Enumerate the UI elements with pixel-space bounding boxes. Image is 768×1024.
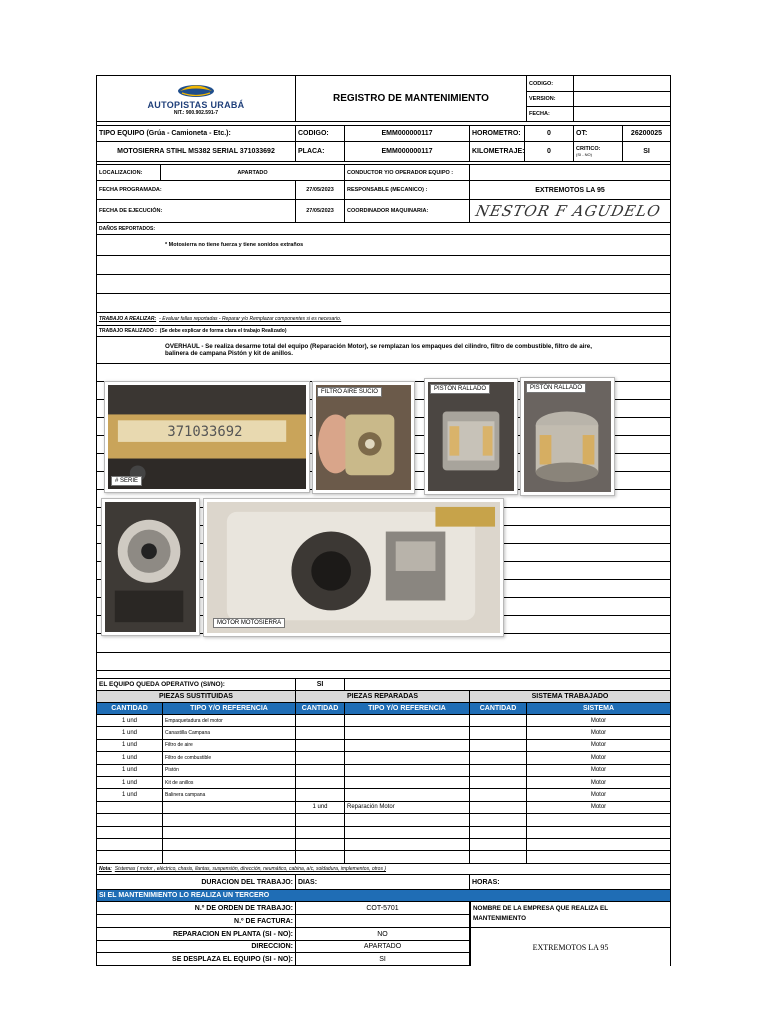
table-cell-q3 <box>470 827 527 838</box>
duracion-row <box>97 875 670 890</box>
direccion-label: DIRECCION: <box>97 941 296 952</box>
tercero-banner-row <box>97 890 670 902</box>
critico-hint: (SI - NO) <box>576 152 592 157</box>
tipo-equipo-row <box>97 126 670 142</box>
table-cell-r1 <box>163 814 296 825</box>
table-cell-q3 <box>470 752 527 763</box>
company-name: AUTOPISTAS URABÁ <box>147 99 245 110</box>
table-cell-s <box>527 839 670 850</box>
desplaza-label: SE DESPLAZA EL EQUIPO (SI - NO): <box>97 953 296 966</box>
table-row <box>97 715 670 727</box>
caption-filtro: FILTRO AIRE SUCIO <box>317 387 382 397</box>
trabajo-realizar-label: TRABAJO A REALIZAR: <box>99 316 157 322</box>
nota-label: Nota: <box>99 866 112 872</box>
factura-label: N.º DE FACTURA: <box>97 915 296 927</box>
section-piezas-reparadas: PIEZAS REPARADAS <box>296 691 470 702</box>
empresa-value: EXTREMOTOS LA 95 <box>532 942 609 952</box>
table-cell-r1: Pistón <box>163 765 296 776</box>
table-cell-r1 <box>163 827 296 838</box>
planta-value: NO <box>296 928 470 940</box>
localizacion-label: LOCALIZACION: <box>97 165 161 180</box>
table-cell-r2 <box>345 777 470 788</box>
table-cell-s: Motor <box>590 717 607 724</box>
fecha-ejecucion-value: 27/05/2023 <box>296 200 345 222</box>
table-cell-r1: Empaquetadura del motor <box>163 715 296 726</box>
table-cell-q2 <box>296 827 345 838</box>
trabajo-realizado-line2: balinera de campana Pistón y kit de anillos. <box>165 350 293 357</box>
table-cell-q2 <box>296 789 345 800</box>
table-row <box>97 839 670 851</box>
photo-piston-2 <box>520 377 615 496</box>
table-cell-q1: 1 und <box>97 727 163 738</box>
operativo-blank <box>345 679 670 690</box>
trabajo-realizado-label: TRABAJO REALIZADO : <box>99 328 157 334</box>
table-cell-q3 <box>470 727 527 738</box>
tabla-header-row <box>97 703 670 715</box>
table-cell-q1 <box>97 851 163 862</box>
codigo-label: CODIGO: <box>296 126 345 141</box>
table-cell-s: Motor <box>590 754 607 761</box>
photo-filtro <box>312 381 415 494</box>
table-cell-q2 <box>296 765 345 776</box>
table-cell-q2 <box>296 777 345 788</box>
table-cell-r1: Filtro de aire <box>163 740 296 751</box>
table-cell-q2 <box>296 814 345 825</box>
table-cell-q1 <box>97 827 163 838</box>
company-logo-icon <box>174 82 218 100</box>
blank-row <box>97 294 670 313</box>
table-cell-q3 <box>470 839 527 850</box>
ot-value: 26200025 <box>630 130 663 137</box>
table-row <box>97 765 670 777</box>
planta-label: REPARACION EN PLANTA (SI - NO): <box>97 928 296 940</box>
table-cell-q1 <box>97 814 163 825</box>
trabajo-realizar-text: - Evaluar fallas reportadas - Reparar y/o Remplazar componentes si es necesario. <box>159 316 342 322</box>
trabajo-realizado-label-row <box>97 326 670 337</box>
nota-cell <box>97 864 670 874</box>
tabla-section-row <box>97 691 670 703</box>
operativo-label: EL EQUIPO QUEDA OPERATIVO (SI/NO): <box>97 679 296 690</box>
table-cell-q2 <box>296 715 345 726</box>
table-row <box>97 752 670 764</box>
desplaza-value: SI <box>296 953 470 966</box>
col-sistema: SISTEMA <box>582 705 615 712</box>
orden-value: COT-5701 <box>296 902 470 914</box>
table-cell-q2 <box>296 851 345 862</box>
fecha-ejecucion-row <box>97 200 670 223</box>
meta-fecha-value <box>574 106 670 121</box>
critico-label-cell <box>574 142 623 161</box>
serial-number-text: 371033692 <box>167 424 243 441</box>
motor-image <box>207 502 500 633</box>
table-cell-q2 <box>296 839 345 850</box>
table-cell-r2 <box>345 789 470 800</box>
blank-row <box>97 256 670 275</box>
table-cell-r1: Kit de anillos <box>163 777 296 788</box>
table-row <box>97 777 670 789</box>
table-cell-r2 <box>345 827 470 838</box>
critico-label: CRITICO: <box>576 146 601 152</box>
form-title-cell <box>296 76 527 121</box>
table-cell-r1 <box>163 802 296 813</box>
logo-cell <box>97 76 296 121</box>
table-cell-q2: 1 und <box>296 802 345 813</box>
table-cell-q1: 1 und <box>97 740 163 751</box>
meta-codigo-label: CODIGO: <box>527 76 574 91</box>
coordinador-signature-cell <box>470 200 670 222</box>
table-cell-r1 <box>163 839 296 850</box>
table-cell-r1: Balinera campana <box>163 789 296 800</box>
table-cell-q1: 1 und <box>97 777 163 788</box>
table-cell-r2 <box>345 727 470 738</box>
meta-codigo-value <box>574 76 670 91</box>
table-cell-r2 <box>345 715 470 726</box>
table-cell-r1 <box>163 851 296 862</box>
table-cell-r1: Canastilla Campana <box>163 727 296 738</box>
equipo-descripcion: MOTOSIERRA STIHL MS382 SERIAL 371033692 <box>97 142 296 161</box>
header-row <box>97 76 670 122</box>
responsable-value: EXTREMOTOS LA 95 <box>535 186 605 194</box>
photo-motor <box>203 498 504 637</box>
conductor-value <box>470 165 670 180</box>
table-cell-q2 <box>296 740 345 751</box>
empresa-label-line2: MANTENIMIENTO <box>473 915 527 922</box>
blank-row <box>97 671 670 679</box>
table-cell-q1 <box>97 802 163 813</box>
table-cell-s: Motor <box>590 742 607 749</box>
col-cantidad-2: CANTIDAD <box>296 703 345 714</box>
horometro-label: HOROMETRO: <box>470 126 525 141</box>
table-cell-r2 <box>345 851 470 862</box>
col-cantidad-3: CANTIDAD <box>470 703 527 714</box>
table-cell-r1: Filtro de combustible <box>163 752 296 763</box>
table-cell-s: Motor <box>590 779 607 786</box>
trabajo-realizar-cell <box>97 313 670 325</box>
factura-value <box>296 915 470 927</box>
responsable-label: RESPONSABLE (MECANICO) : <box>345 181 470 199</box>
table-row <box>97 851 670 863</box>
photo-serial <box>104 381 310 493</box>
fecha-programada-row <box>97 181 670 200</box>
table-cell-q1 <box>97 839 163 850</box>
orden-label: N.º DE ORDEN DE TRABAJO: <box>97 902 296 914</box>
caption-motor: MOTOR MOTOSIERRA <box>213 618 285 628</box>
fecha-programada-value: 27/05/2023 <box>296 181 345 199</box>
trabajo-realizado-text <box>163 337 668 363</box>
operativo-value: SI <box>296 679 345 690</box>
blank-row <box>97 275 670 294</box>
caption-piston-1: PISTÓN RALLADO <box>430 384 490 394</box>
table-cell-q2 <box>296 727 345 738</box>
header-meta <box>527 76 670 121</box>
meta-fecha-label: FECHA: <box>527 106 574 121</box>
table-cell-s: Motor <box>590 792 607 799</box>
table-cell-q3 <box>470 777 527 788</box>
trabajo-realizado-hint: (Se debe explicar de forma clara el trabajo Realizado) <box>159 328 287 334</box>
trabajo-realizado-text-row <box>97 337 670 364</box>
table-cell-s: Motor <box>590 730 607 737</box>
danos-text-row <box>97 235 670 256</box>
codigo-value: EMM000000117 <box>345 126 470 141</box>
coordinador-label: COORDINADOR MAQUINARIA: <box>345 200 470 222</box>
fecha-ejecucion-label: FECHA DE EJECUCIÓN: <box>97 200 296 222</box>
table-cell-s <box>527 827 670 838</box>
kilometraje-value: 0 <box>525 142 574 161</box>
table-cell-q3 <box>470 802 527 813</box>
conductor-label: CONDUCTOR Y/O OPERADOR EQUIPO : <box>345 165 470 180</box>
operativo-row <box>97 679 670 691</box>
placa-label: PLACA: <box>296 142 345 161</box>
empresa-label <box>471 902 670 928</box>
placa-value: EMM000000117 <box>345 142 470 161</box>
photo-flywheel <box>101 498 200 636</box>
table-cell-q1: 1 und <box>97 715 163 726</box>
section-sistema-trabajado: SISTEMA TRABAJADO <box>531 693 609 700</box>
empresa-label-line1: NOMBRE DE LA EMPRESA QUE REALIZA EL <box>473 905 609 912</box>
danos-label-row <box>97 223 670 235</box>
critico-value: SI <box>643 148 650 155</box>
table-cell-r2 <box>345 814 470 825</box>
table-cell-q1: 1 und <box>97 752 163 763</box>
ot-label: OT: <box>574 126 623 141</box>
table-cell-s: Motor <box>590 767 607 774</box>
meta-version-value <box>574 91 670 106</box>
table-cell-s <box>527 814 670 825</box>
table-cell-q3 <box>470 740 527 751</box>
flywheel-image <box>105 502 196 632</box>
dias-label: DIAS: <box>296 875 470 889</box>
table-cell-r2: Reparación Motor <box>345 802 470 813</box>
trabajo-realizado-cell <box>97 326 670 336</box>
descripcion-row <box>97 142 670 162</box>
danos-label: DAÑOS REPORTADOS: <box>99 225 156 232</box>
form-title: REGISTRO DE MANTENIMIENTO <box>333 93 489 104</box>
table-cell-q2 <box>296 752 345 763</box>
horas-label: HORAS: <box>472 878 500 886</box>
table-cell-r2 <box>345 765 470 776</box>
caption-serie: # SERIE <box>111 476 142 486</box>
table-row <box>97 802 670 814</box>
table-cell-q3 <box>470 851 527 862</box>
col-referencia-1: TIPO Y/O REFERENCIA <box>163 703 296 714</box>
piston-image-1 <box>428 382 514 491</box>
table-cell-q1: 1 und <box>97 765 163 776</box>
coordinador-signature: NESTOR F AGUDELO <box>474 202 663 220</box>
kilometraje-label: KILOMETRAJE: <box>470 142 525 161</box>
table-row <box>97 827 670 839</box>
fecha-programada-label: FECHA PROGRAMADA: <box>97 181 296 199</box>
table-cell-q3 <box>470 715 527 726</box>
blank-row <box>97 653 670 671</box>
tipo-equipo-label: TIPO EQUIPO (Grúa - Camioneta - Etc.): <box>97 126 296 141</box>
empresa-block <box>470 902 670 966</box>
nota-row <box>97 864 670 875</box>
piston-image-2 <box>524 381 611 492</box>
col-cantidad-1: CANTIDAD <box>97 703 163 714</box>
horometro-value: 0 <box>525 126 574 141</box>
table-row <box>97 727 670 739</box>
nota-text: Sistemas ( motor , eléctrico, chasis, llantas, suspensión, dirección, neumático, cabina, a/c, soldadura, implementos, otros ) <box>114 866 387 872</box>
localizacion-row <box>97 165 670 181</box>
air-filter-image <box>316 385 411 490</box>
table-row <box>97 814 670 826</box>
col-referencia-2: TIPO Y/O REFERENCIA <box>345 703 470 714</box>
tercero-banner: SI EL MANTENIMIENTO LO REALIZA UN TERCERO <box>99 892 270 899</box>
danos-text: * Motosierra no tiene fuerza y tiene sonidos extraños <box>165 242 304 248</box>
localizacion-value: APARTADO <box>161 165 345 180</box>
table-cell-s: Motor <box>590 804 607 811</box>
company-nit: NIT.: 900.902.591-7 <box>173 109 219 116</box>
direccion-value: APARTADO <box>296 941 470 952</box>
table-cell-r2 <box>345 839 470 850</box>
duracion-label: DURACION DEL TRABAJO: <box>97 875 296 889</box>
table-cell-q1: 1 und <box>97 789 163 800</box>
serial-plate-image <box>108 385 306 489</box>
meta-version-label: VERSION: <box>527 91 574 106</box>
photo-piston-1 <box>424 378 518 495</box>
table-cell-r2 <box>345 740 470 751</box>
trabajo-realizar-row <box>97 313 670 326</box>
table-cell-r2 <box>345 752 470 763</box>
caption-piston-2: PISTÓN RALLADO <box>526 383 586 393</box>
section-piezas-sustituidas: PIEZAS SUSTITUIDAS <box>97 691 296 702</box>
table-cell-q3 <box>470 814 527 825</box>
trabajo-realizado-line1: OVERHAUL - Se realiza desarme total del equipo (Reparación Motor), se remplazan los empaques del cilindro, filtro de combustible, filtro de aire, <box>165 343 592 350</box>
table-row <box>97 789 670 801</box>
table-cell-q3 <box>470 789 527 800</box>
table-cell-q3 <box>470 765 527 776</box>
table-row <box>97 740 670 752</box>
table-cell-s <box>527 851 670 862</box>
